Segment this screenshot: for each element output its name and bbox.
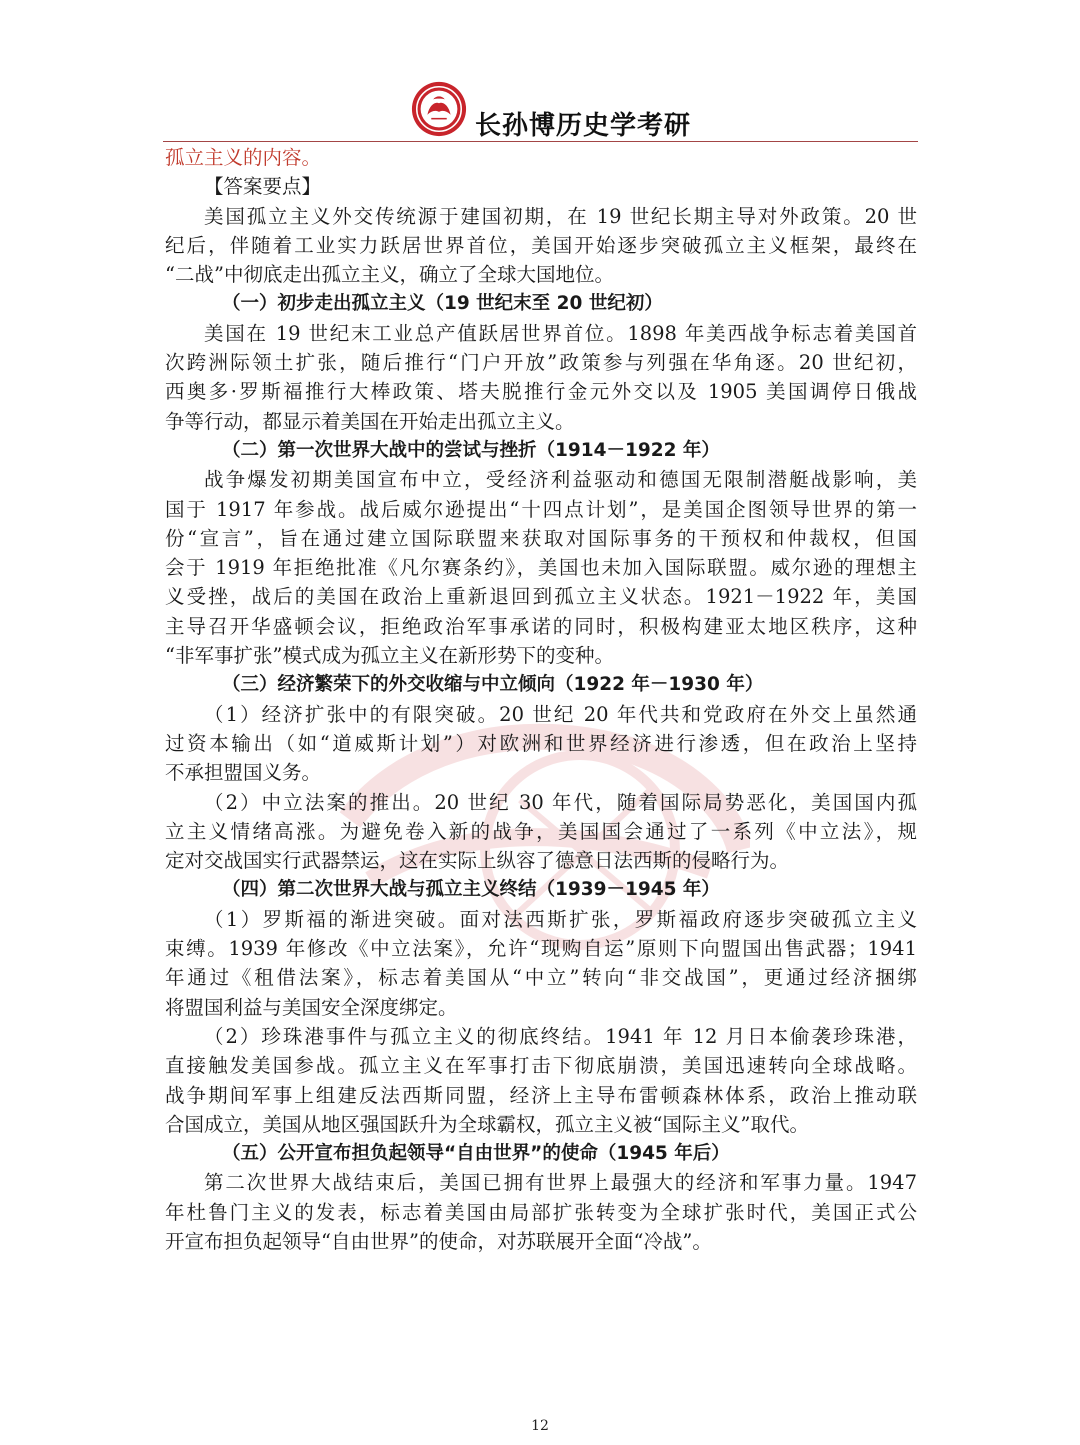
- paragraph-line: 开宣布担负起领导“自由世界”的使命，对苏联展开全面“冷战”。: [165, 1229, 712, 1253]
- paragraph-line: 立主义情绪高涨。为避免卷入新的战争，美国国会通过了一系列《中立法》，规: [165, 819, 917, 843]
- paragraph-line: （2）中立法案的推出。20 世纪 30 年代，随着国际局势恶化，美国国内孤: [204, 790, 917, 814]
- paragraph-line: 不承担盟国义务。: [165, 761, 322, 785]
- paragraph-line: 次跨洲际领土扩张，随后推行“门户开放”政策参与列强在华角逐。20 世纪初，: [165, 351, 917, 375]
- paragraph-line: 定对交战国实行武器禁运，这在实际上纵容了德意日法西斯的侵略行为。: [165, 849, 790, 873]
- header-divider: [163, 141, 918, 142]
- answer-key-label: 【答案要点】: [204, 175, 322, 199]
- paragraph-line: 年杜鲁门主义的发表，标志着美国由局部扩张转变为全球扩张时代，美国正式公: [165, 1200, 917, 1224]
- paragraph-line: 过资本输出（如“道威斯计划”）对欧洲和世界经济进行渗透，但在政治上坚持: [165, 731, 917, 755]
- paragraph-line: “二战”中彻底走出孤立主义，确立了全球大国地位。: [165, 263, 614, 287]
- question-title: 孤立主义的内容。: [165, 146, 322, 169]
- paragraph-line: 将盟国利益与美国安全深度绑定。: [165, 995, 458, 1019]
- paragraph-line: 束缚。1939 年修改《中立法案》，允许“现购自运”原则下向盟国出售武器；1941: [165, 937, 917, 961]
- paragraph-line: 直接触发美国参战。孤立主义在军事打击下彻底崩溃，美国迅速转向全球战略。: [165, 1054, 917, 1078]
- paragraph-line: 战争爆发初期美国宣布中立，受经济利益驱动和德国无限制潜艇战影响，美: [204, 468, 917, 492]
- paragraph-line: 年通过《租借法案》，标志着美国从“中立”转向“非交战国”，更通过经济捆绑: [165, 966, 917, 990]
- section-heading: （二）第一次世界大战中的尝试与挫折（1914－1922 年）: [222, 439, 720, 461]
- paragraph-line: 美国在 19 世纪末工业总产值跃居世界首位。1898 年美西战争标志着美国首: [204, 321, 917, 345]
- paragraph-line: 份“宣言”，旨在通过建立国际联盟来获取对国际事务的干预权和仲裁权，但国: [165, 526, 917, 550]
- paragraph-line: （1）罗斯福的渐进突破。面对法西斯扩张，罗斯福政府逐步突破孤立主义: [204, 907, 917, 931]
- section-heading: （三）经济繁荣下的外交收缩与中立倾向（1922 年－1930 年）: [222, 674, 764, 696]
- paragraph-line: 第二次世界大战结束后，美国已拥有世界上最强大的经济和军事力量。1947: [204, 1171, 917, 1195]
- brand-title: 长孙博历史学考研: [475, 111, 692, 141]
- answer-body: [165, 143, 917, 1256]
- page-number: 12: [531, 1418, 549, 1434]
- paragraph-line: 合国成立，美国从地区强国跃升为全球霸权，孤立主义被“国际主义”取代。: [165, 1112, 809, 1136]
- paragraph-line: 美国孤立主义外交传统源于建国初期，在 19 世纪长期主导对外政策。20 世: [204, 204, 917, 228]
- brand-logo: [410, 80, 468, 138]
- paragraph-line: 争等行动，都显示着美国在开始走出孤立主义。: [165, 409, 575, 433]
- paragraph-line: 战争期间军事上组建反法西斯同盟，经济上主导布雷顿森林体系，政治上推动联: [165, 1083, 917, 1107]
- paragraph-line: 国于 1917 年参战。战后威尔逊提出“十四点计划”，是美国企图领导世界的第一: [165, 497, 917, 521]
- section-heading: （一）初步走出孤立主义（19 世纪末至 20 世纪初）: [222, 293, 663, 315]
- page-header: [163, 72, 918, 144]
- paragraph-line: 西奥多·罗斯福推行大棒政策、塔夫脱推行金元外交以及 1905 美国调停日俄战: [165, 380, 917, 404]
- paragraph-line: 会于 1919 年拒绝批准《凡尔赛条约》，美国也未加入国际联盟。威尔逊的理想主: [165, 556, 917, 580]
- paragraph-line: 义受挫，战后的美国在政治上重新退回到孤立主义状态。1921－1922 年，美国: [165, 585, 917, 609]
- section-heading: （四）第二次世界大战与孤立主义终结（1939－1945 年）: [222, 879, 720, 901]
- paragraph-line: 主导召开华盛顿会议，拒绝政治军事承诺的同时，积极构建亚太地区秩序，这种: [165, 614, 917, 638]
- section-heading: （五）公开宣布担负起领导“自由世界”的使命（1945 年后）: [222, 1143, 730, 1165]
- paragraph-line: 纪后，伴随着工业实力跃居世界首位，美国开始逐步突破孤立主义框架，最终在: [165, 233, 917, 257]
- paragraph-line: （1）经济扩张中的有限突破。20 世纪 20 年代共和党政府在外交上虽然通: [204, 702, 917, 726]
- paragraph-line: （2）珍珠港事件与孤立主义的彻底终结。1941 年 12 月日本偷袭珍珠港，: [204, 1024, 917, 1048]
- paragraph-line: “非军事扩张”模式成为孤立主义在新形势下的变种。: [165, 644, 614, 668]
